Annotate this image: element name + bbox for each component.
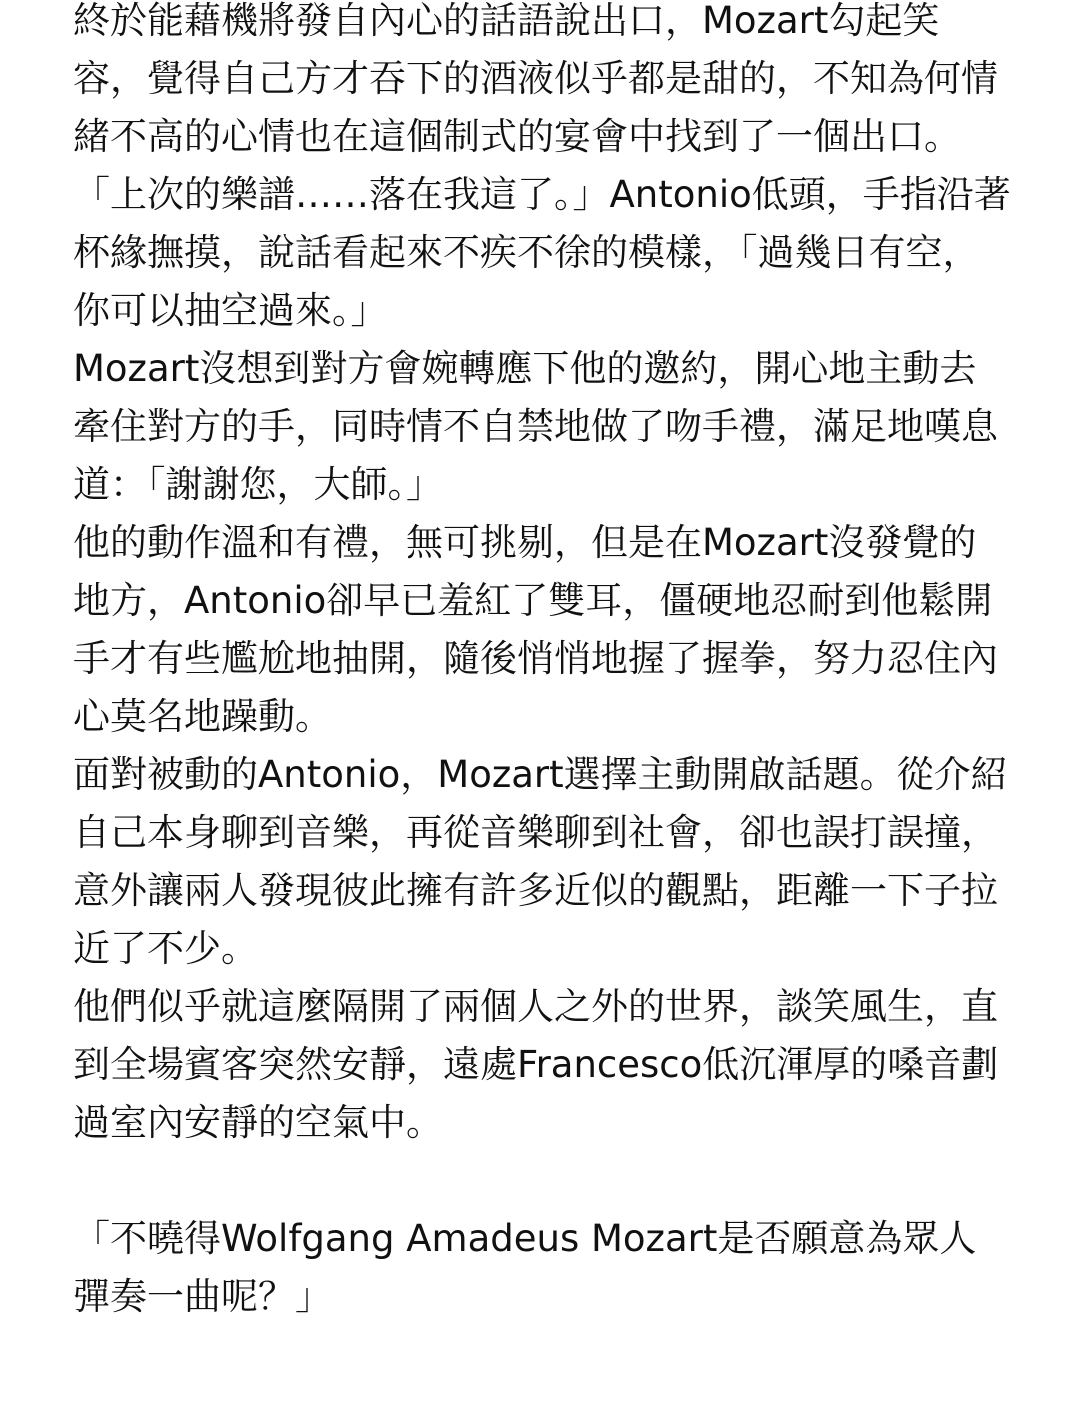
paragraph-5: 面對被動的Antonio，Mozart選擇主動開啟話題。從介紹自己本身聊到音樂，再從音樂聊到社會，卻也誤打誤撞，意外讓兩人發現彼此擁有許多近似的觀點，距離一下子拉近了不少。 [73, 753, 1008, 970]
story-text [73, 0, 1013, 1326]
paragraph-2: 「上次的樂譜……落在我這了。」Antonio低頭，手指沿著杯緣撫摸，說話看起來不疾不徐的模樣，「過幾日有空，你可以抽空過來。」 [73, 173, 1011, 332]
paragraph-7: 「不曉得Wolfgang Amadeus Mozart是否願意為眾人彈奏一曲呢？」 [73, 1217, 977, 1318]
paragraph-4: 他的動作溫和有禮，無可挑剔，但是在Mozart沒發覺的地方，Antonio卻早已羞紅了雙耳，僵硬地忍耐到他鬆開手才有些尷尬地抽開，隨後悄悄地握了握拳，努力忍住內心莫名地躁動。 [73, 521, 998, 738]
paragraph-3: Mozart沒想到對方會婉轉應下他的邀約，開心地主動去牽住對方的手，同時情不自禁地做了吻手禮，滿足地嘆息道：「謝謝您，大師。」 [73, 347, 998, 506]
paragraph-6: 他們似乎就這麼隔開了兩個人之外的世界，談笑風生，直到全場賓客突然安靜，遠處Francesco低沉渾厚的嗓音劃過室內安靜的空氣中。 [73, 985, 999, 1144]
paragraph-1: 終於能藉機將發自內心的話語說出口，Mozart勾起笑容，覺得自己方才吞下的酒液似乎都是甜的，不知為何情緒不高的心情也在這個制式的宴會中找到了一個出口。 [73, 0, 998, 158]
paragraph-gap [73, 1152, 1013, 1210]
